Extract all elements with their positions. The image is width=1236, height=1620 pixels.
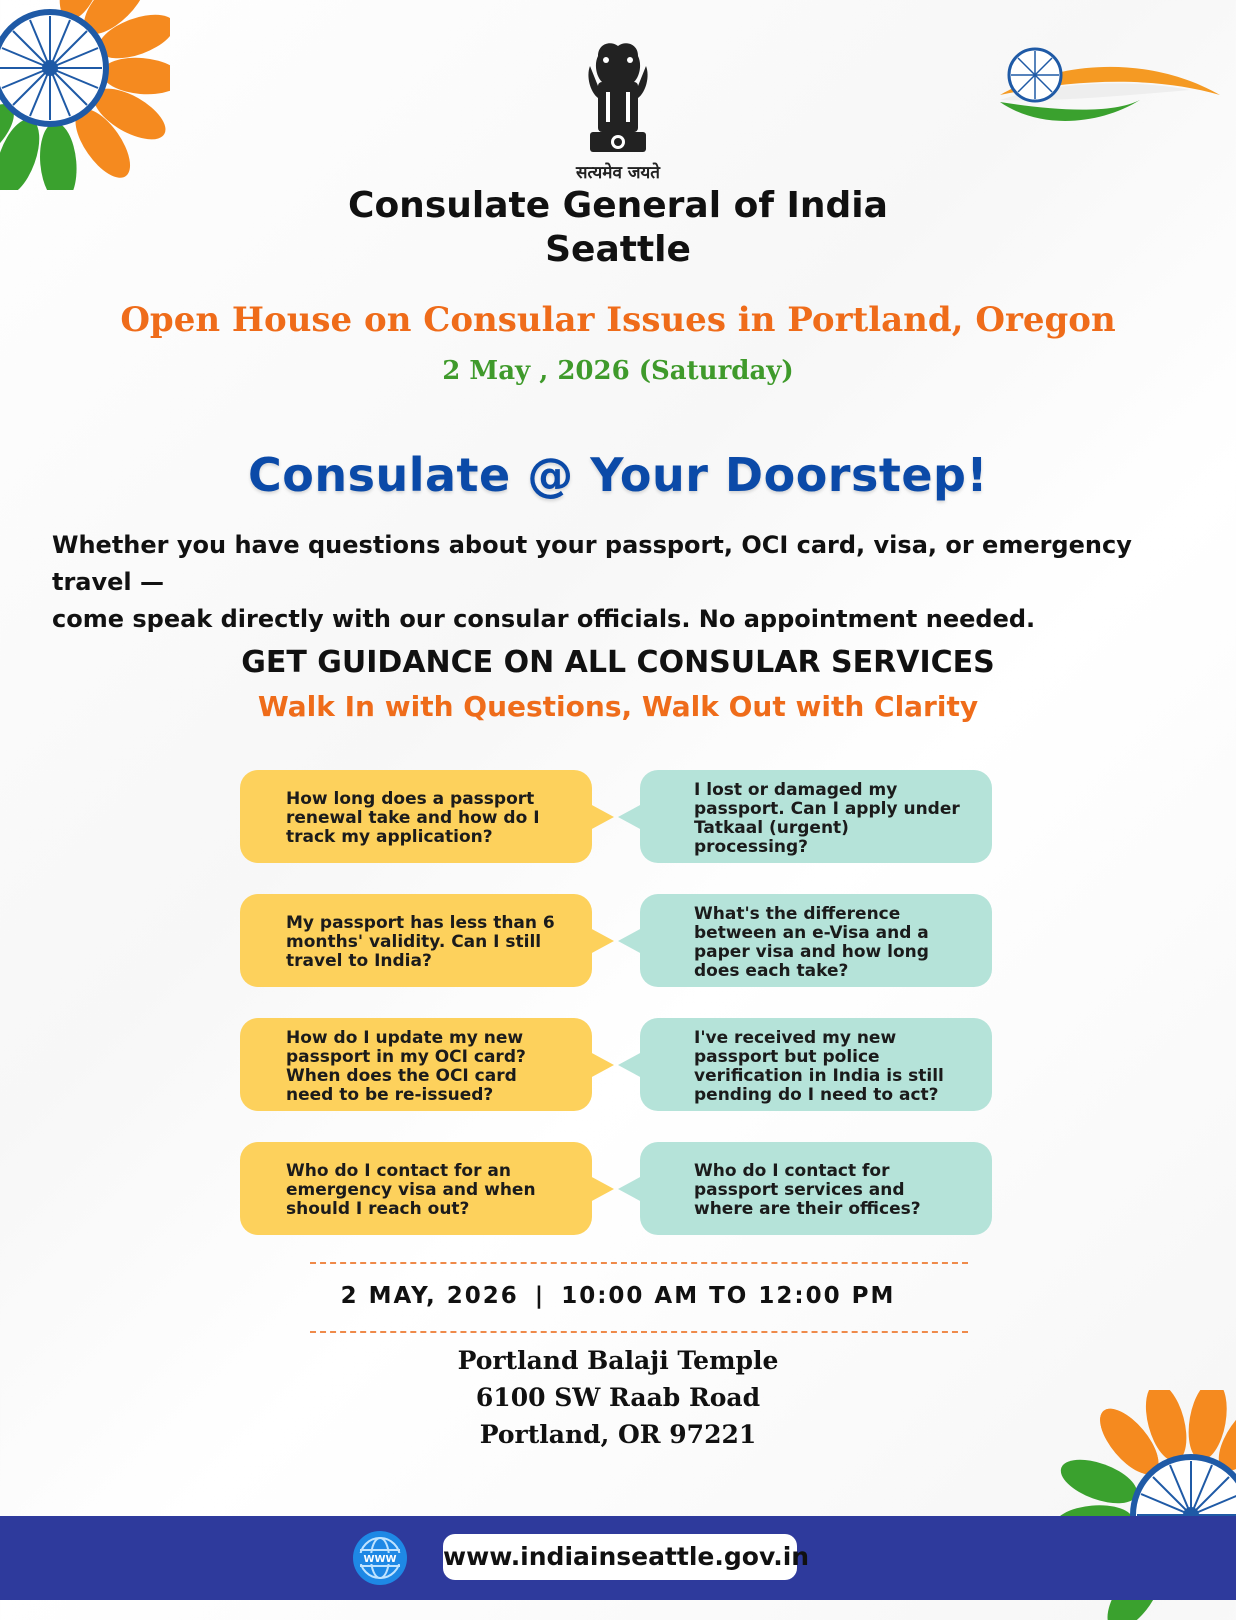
- question-bubble: My passport has less than 6 months' validity. Can I still travel to India?: [240, 894, 592, 987]
- globe-icon: [352, 1530, 408, 1586]
- event-date: 2 May , 2026 (Saturday): [442, 356, 794, 386]
- question-bubble: Who do I contact for passport services and where are their offices?: [640, 1142, 992, 1235]
- venue-street: 6100 SW Raab Road: [475, 1383, 761, 1412]
- website-url-link[interactable]: www.indiainseattle.gov.in: [443, 1534, 797, 1580]
- intro-text: [52, 527, 1202, 638]
- question-bubble: I've received my new passport but police verification in India is still pending do I need to act?: [640, 1018, 992, 1111]
- question-bubble: How long does a passport renewal take and how do I track my application?: [240, 770, 592, 863]
- venue-city: Portland, OR 97221: [479, 1420, 757, 1449]
- question-bubble: What's the difference between an e-Visa and a paper visa and how long does each take?: [640, 894, 992, 987]
- schedule-date: 2 MAY, 2026: [340, 1283, 519, 1309]
- intro-line-1: Whether you have questions about your passport, OCI card, visa, or emergency travel —: [52, 531, 1132, 596]
- question-bubble: I lost or damaged my passport. Can I apply under Tatkaal (urgent) processing?: [640, 770, 992, 863]
- venue-name: Portland Balaji Temple: [457, 1346, 779, 1375]
- guidance-subheading: Walk In with Questions, Walk Out with Clarity: [257, 690, 979, 723]
- event-title: Open House on Consular Issues in Portland, Oregon: [120, 300, 1116, 340]
- intro-line-2: come speak directly with our consular officials. No appointment needed.: [52, 605, 1036, 633]
- motto: सत्यमेव जयते: [576, 163, 660, 183]
- venue-block: [0, 1342, 1236, 1453]
- schedule-line: 2 MAY, 2026 | 10:00 AM TO 12:00 PM: [340, 1283, 896, 1309]
- globe-label: WWW: [363, 1554, 397, 1565]
- divider-top: [310, 1262, 968, 1264]
- flag-swoosh-decoration: [990, 40, 1230, 140]
- consulate-city: Seattle: [545, 229, 691, 270]
- consulate-title: Consulate General of India: [348, 185, 888, 226]
- question-bubble: How do I update my new passport in my OCI card? When does the OCI card need to be re-issued?: [240, 1018, 592, 1111]
- divider-bottom: [310, 1331, 968, 1333]
- schedule-time: 10:00 AM TO 12:00 PM: [561, 1283, 896, 1309]
- guidance-heading: GET GUIDANCE ON ALL CONSULAR SERVICES: [241, 645, 995, 680]
- hero-tagline: Consulate @ Your Doorstep!: [248, 448, 988, 502]
- question-bubble: Who do I contact for an emergency visa and when should I reach out?: [240, 1142, 592, 1235]
